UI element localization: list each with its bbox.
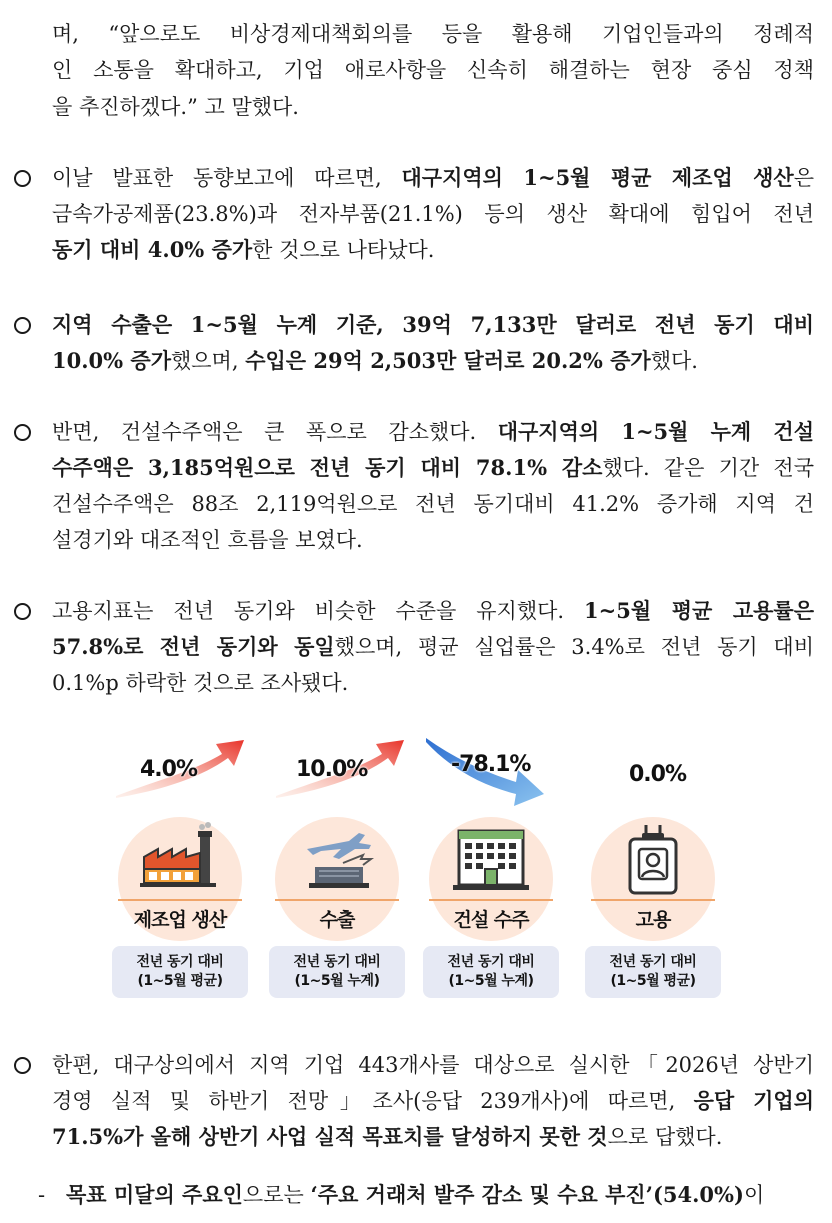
dash-bullet: - (38, 1183, 46, 1207)
manufacturing-basis (112, 946, 248, 998)
divider (591, 899, 715, 901)
id-badge-icon (626, 823, 680, 895)
employment-basis (585, 946, 721, 998)
divider (275, 899, 399, 901)
employment-label: 고용 (635, 909, 671, 931)
para0-line1: 며, “앞으로도 비상경제대책회의를 등을 활용해 기업인들과의 정례적 (52, 22, 814, 46)
para2-line2: 10.0% 증가했으며, 수입은 29억 2,503만 달러로 20.2% 증가했다. (52, 348, 698, 373)
para0-line2: 인 소통을 확대하고, 기업 애로사항을 신속히 해결하는 현장 중심 정책 (52, 58, 814, 82)
para4-line2: 57.8%로 전년 동기와 동일했으며, 평균 실업률은 3.4%로 전년 동기 대비 (52, 634, 815, 659)
circle-bullet-icon (14, 317, 31, 334)
construction-label: 건설 수주 (453, 909, 529, 931)
sub1-line1: 목표 미달의 주요인으로는 ‘주요 거래처 발주 감소 및 수요 부진’(54.0%)이 (66, 1182, 765, 1207)
divider (429, 899, 553, 901)
para3-line4: 설경기와 대조적인 흐름을 보였다. (52, 528, 363, 552)
basis-line1: 전년 동기 대비 (136, 954, 224, 970)
factory-icon (140, 827, 220, 893)
basis-line1: 전년 동기 대비 (447, 954, 535, 970)
para1-line3: 동기 대비 4.0% 증가한 것으로 나타났다. (52, 237, 435, 262)
para5-line3: 71.5%가 올해 상반기 사업 실적 목표치를 달성하지 못한 것으로 답했다. (52, 1124, 723, 1149)
basis-line2: (1~5월 평균) (137, 973, 223, 989)
manufacturing-circle (118, 817, 242, 941)
para5-line1: 한편, 대구상의에서 지역 기업 443개사를 대상으로 실시한「2026년 상반기 (52, 1053, 814, 1077)
export-basis (269, 946, 405, 998)
basis-line1: 전년 동기 대비 (609, 954, 697, 970)
basis-line2: (1~5월 누계) (294, 973, 380, 989)
para5-line2: 경영 실적 및 하반기 전망」조사(응답 239개사)에 따르면, 응답 기업의 (52, 1088, 815, 1113)
employment-value: 0.0% (629, 762, 687, 787)
building-icon (451, 829, 531, 893)
para2-line1: 지역 수출은 1~5월 누계 기준, 39억 7,133만 달러로 전년 동기 대비 (52, 312, 814, 337)
export-circle (275, 817, 399, 941)
para3-line2: 수주액은 3,185억원으로 전년 동기 대비 78.1% 감소했다. 같은 기간 전국 (52, 455, 814, 480)
airplane-cargo-icon (293, 827, 381, 893)
basis-line1: 전년 동기 대비 (293, 954, 381, 970)
para3-line1: 반면, 건설수주액은 큰 폭으로 감소했다. 대구지역의 1~5월 누계 건설 (52, 419, 814, 444)
basis-line2: (1~5월 누계) (448, 973, 534, 989)
basis-line2: (1~5월 평균) (610, 973, 696, 989)
para1-line1: 이날 발표한 동향보고에 따르면, 대구지역의 1~5월 평균 제조업 생산은 (52, 165, 815, 190)
export-value: 10.0% (296, 757, 368, 782)
para0-line3: 을 추진하겠다.” 고 말했다. (52, 95, 299, 119)
circle-bullet-icon (14, 603, 31, 620)
divider (118, 899, 242, 901)
para4-line1: 고용지표는 전년 동기와 비슷한 수준을 유지했다. 1~5월 평균 고용률은 (52, 598, 814, 623)
circle-bullet-icon (14, 170, 31, 187)
manufacturing-label: 제조업 생산 (133, 909, 227, 931)
export-label: 수출 (319, 909, 355, 931)
circle-bullet-icon (14, 424, 31, 441)
para3-line3: 건설수주액은 88조 2,119억원으로 전년 동기대비 41.2% 증가해 지역 건 (52, 492, 814, 516)
manufacturing-value: 4.0% (140, 757, 198, 782)
circle-bullet-icon (14, 1057, 31, 1074)
para1-line2: 금속가공제품(23.8%)과 전자부품(21.1%) 등의 생산 확대에 힘입어 전년 (52, 202, 814, 226)
construction-basis (423, 946, 559, 998)
employment-circle (591, 817, 715, 941)
para4-line3: 0.1%p 하락한 것으로 조사됐다. (52, 671, 349, 695)
construction-value: -78.1% (451, 752, 531, 777)
construction-circle (429, 817, 553, 941)
